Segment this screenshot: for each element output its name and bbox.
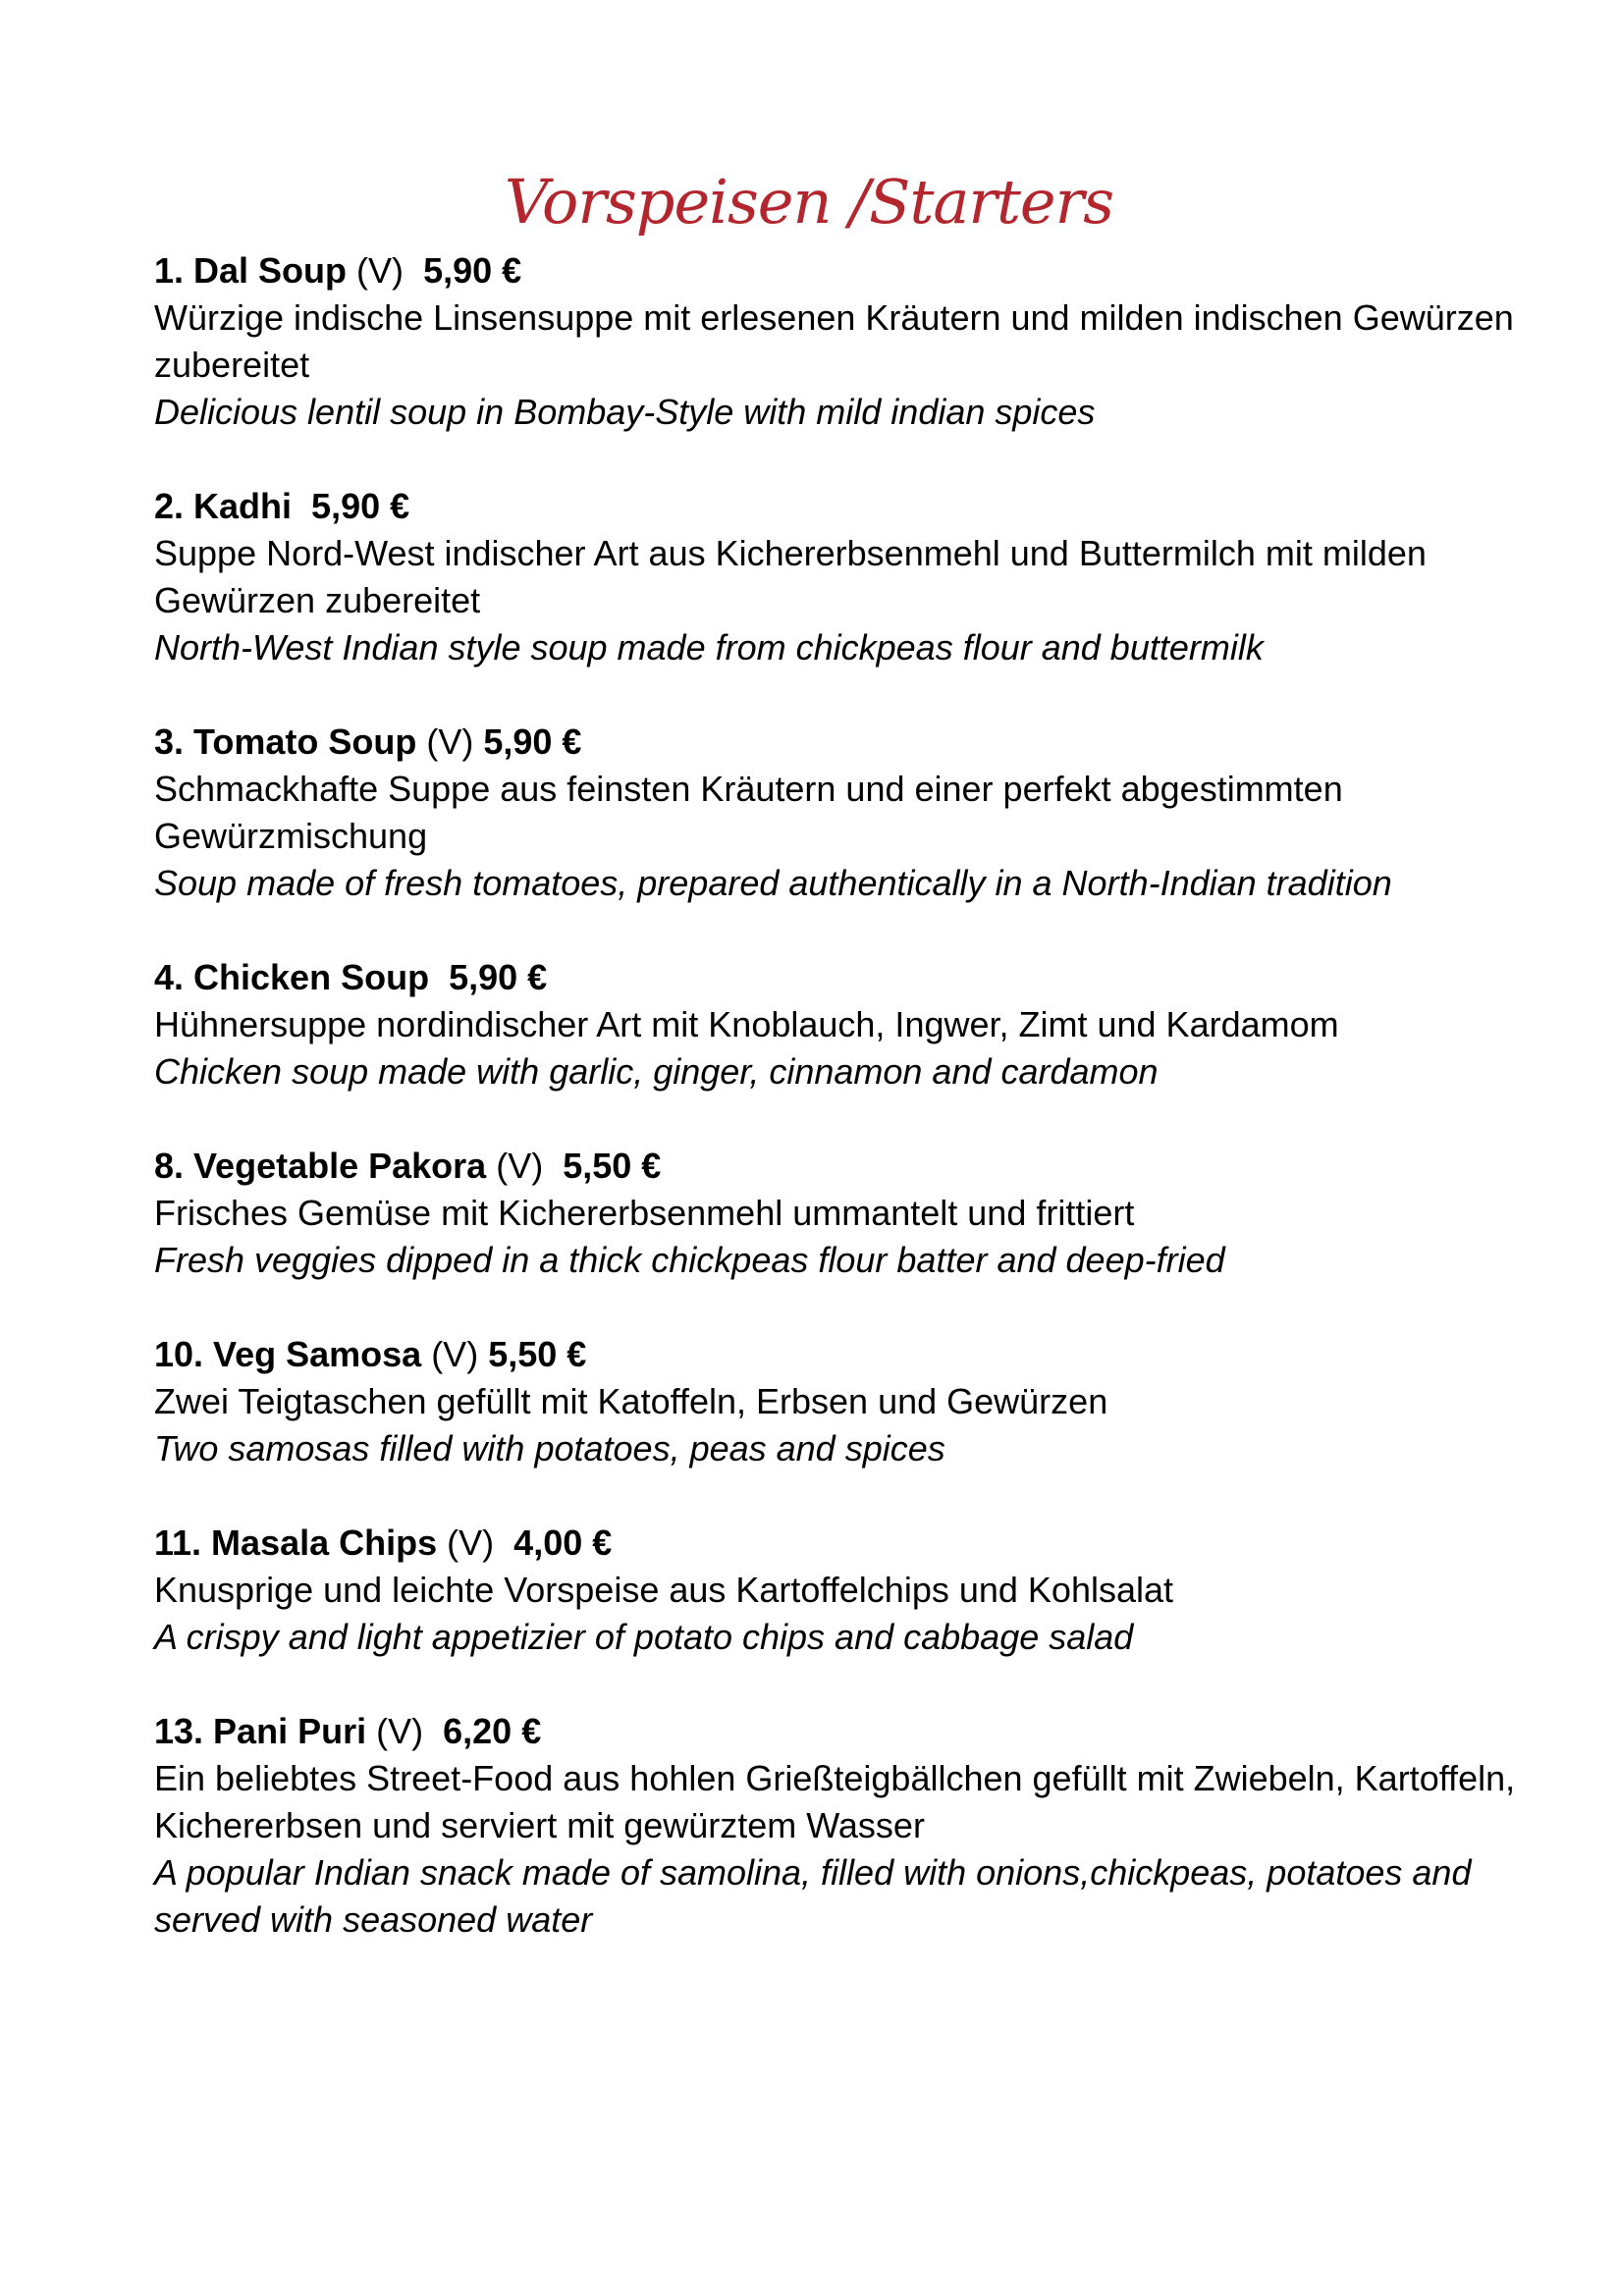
menu-item-price: 5,90 € [449, 957, 548, 997]
menu-item-description-de: Zwei Teigtaschen gefüllt mit Katoffeln, Erbsen und Gewürzen [154, 1381, 1108, 1421]
menu-item-description-de: Frisches Gemüse mit Kichererbsenmehl ummantelt und frittiert [154, 1193, 1135, 1233]
menu-item-price: 5,90 € [311, 486, 410, 526]
menu-item-header [154, 1520, 1529, 1567]
menu-item-name: 3. Tomato Soup [154, 721, 417, 762]
menu-item-description-en: A popular Indian snack made of samolina, filled with onions,chickpeas, potatoes and served with seasoned water [154, 1852, 1472, 1940]
menu-item-description-de: Würzige indische Linsensuppe mit erlesenen Kräutern und milden indischen Gewürzen zubereitet [154, 297, 1514, 385]
menu-item-header [154, 1143, 1529, 1190]
menu-item-description-en: North-West Indian style soup made from chickpeas flour and buttermilk [154, 627, 1264, 667]
menu-item [154, 1143, 1529, 1284]
menu-item-name: 4. Chicken Soup [154, 957, 430, 997]
menu-item-header [154, 719, 1529, 766]
menu-item-header [154, 954, 1529, 1001]
menu-list [154, 247, 1529, 1944]
menu-item-name: 11. Masala Chips [154, 1522, 438, 1563]
menu-item-price: 6,20 € [443, 1711, 542, 1751]
menu-item [154, 483, 1529, 671]
menu-item [154, 954, 1529, 1095]
menu-item-header [154, 1708, 1529, 1755]
menu-item-name: 1. Dal Soup [154, 250, 348, 291]
menu-item-description-en: Two samosas filled with potatoes, peas and spices [154, 1428, 945, 1468]
menu-item [154, 247, 1529, 436]
menu-item-price: 5,50 € [563, 1146, 662, 1186]
menu-item-name: 2. Kadhi [154, 486, 293, 526]
menu-item-vegetarian-tag: (V) [496, 1146, 544, 1186]
menu-item-name: 13. Pani Puri [154, 1711, 367, 1751]
menu-item [154, 1708, 1529, 1944]
menu-item-price: 5,90 € [423, 250, 522, 291]
menu-item-price: 4,00 € [513, 1522, 613, 1563]
menu-item-vegetarian-tag: (V) [356, 250, 404, 291]
menu-item-vegetarian-tag: (V) [426, 721, 474, 762]
menu-item-vegetarian-tag: (V) [447, 1522, 495, 1563]
menu-item-description-en: A crispy and light appetizier of potato chips and cabbage salad [154, 1617, 1134, 1657]
menu-item-vegetarian-tag: (V) [431, 1334, 479, 1374]
menu-item-name: 8. Vegetable Pakora [154, 1146, 487, 1186]
menu-item-description-de: Ein beliebtes Street-Food aus hohlen Grießteigbällchen gefüllt mit Zwiebeln, Kartoffeln, Kichererbsen und serviert mit gewürztem Wasser [154, 1758, 1516, 1845]
menu-item-description-de: Knusprige und leichte Vorspeise aus Kartoffelchips und Kohlsalat [154, 1570, 1174, 1610]
page-title: Vorspeisen /Starters [504, 166, 1114, 238]
menu-item-description-de: Schmackhafte Suppe aus feinsten Kräutern und einer perfekt abgestimmten Gewürzmischung [154, 769, 1343, 856]
menu-item-vegetarian-tag: (V) [376, 1711, 424, 1751]
menu-item-header [154, 483, 1529, 530]
menu-item-price: 5,90 € [483, 721, 582, 762]
menu-item-description-en: Delicious lentil soup in Bombay-Style with mild indian spices [154, 392, 1096, 432]
menu-item [154, 1331, 1529, 1472]
menu-item-description-en: Chicken soup made with garlic, ginger, cinnamon and cardamon [154, 1051, 1159, 1092]
menu-item-header [154, 1331, 1529, 1378]
menu-item-header [154, 247, 1529, 294]
menu-item-price: 5,50 € [488, 1334, 587, 1374]
menu-item [154, 719, 1529, 907]
menu-item-name: 10. Veg Samosa [154, 1334, 422, 1374]
menu-item-description-en: Fresh veggies dipped in a thick chickpeas flour batter and deep-fried [154, 1240, 1225, 1280]
menu-item-description-de: Hühnersuppe nordindischer Art mit Knoblauch, Ingwer, Zimt und Kardamom [154, 1004, 1339, 1044]
menu-item [154, 1520, 1529, 1661]
menu-item-description-en: Soup made of fresh tomatoes, prepared authentically in a North-Indian tradition [154, 863, 1392, 903]
menu-item-description-de: Suppe Nord-West indischer Art aus Kichererbsenmehl und Buttermilch mit milden Gewürzen zubereitet [154, 533, 1427, 620]
